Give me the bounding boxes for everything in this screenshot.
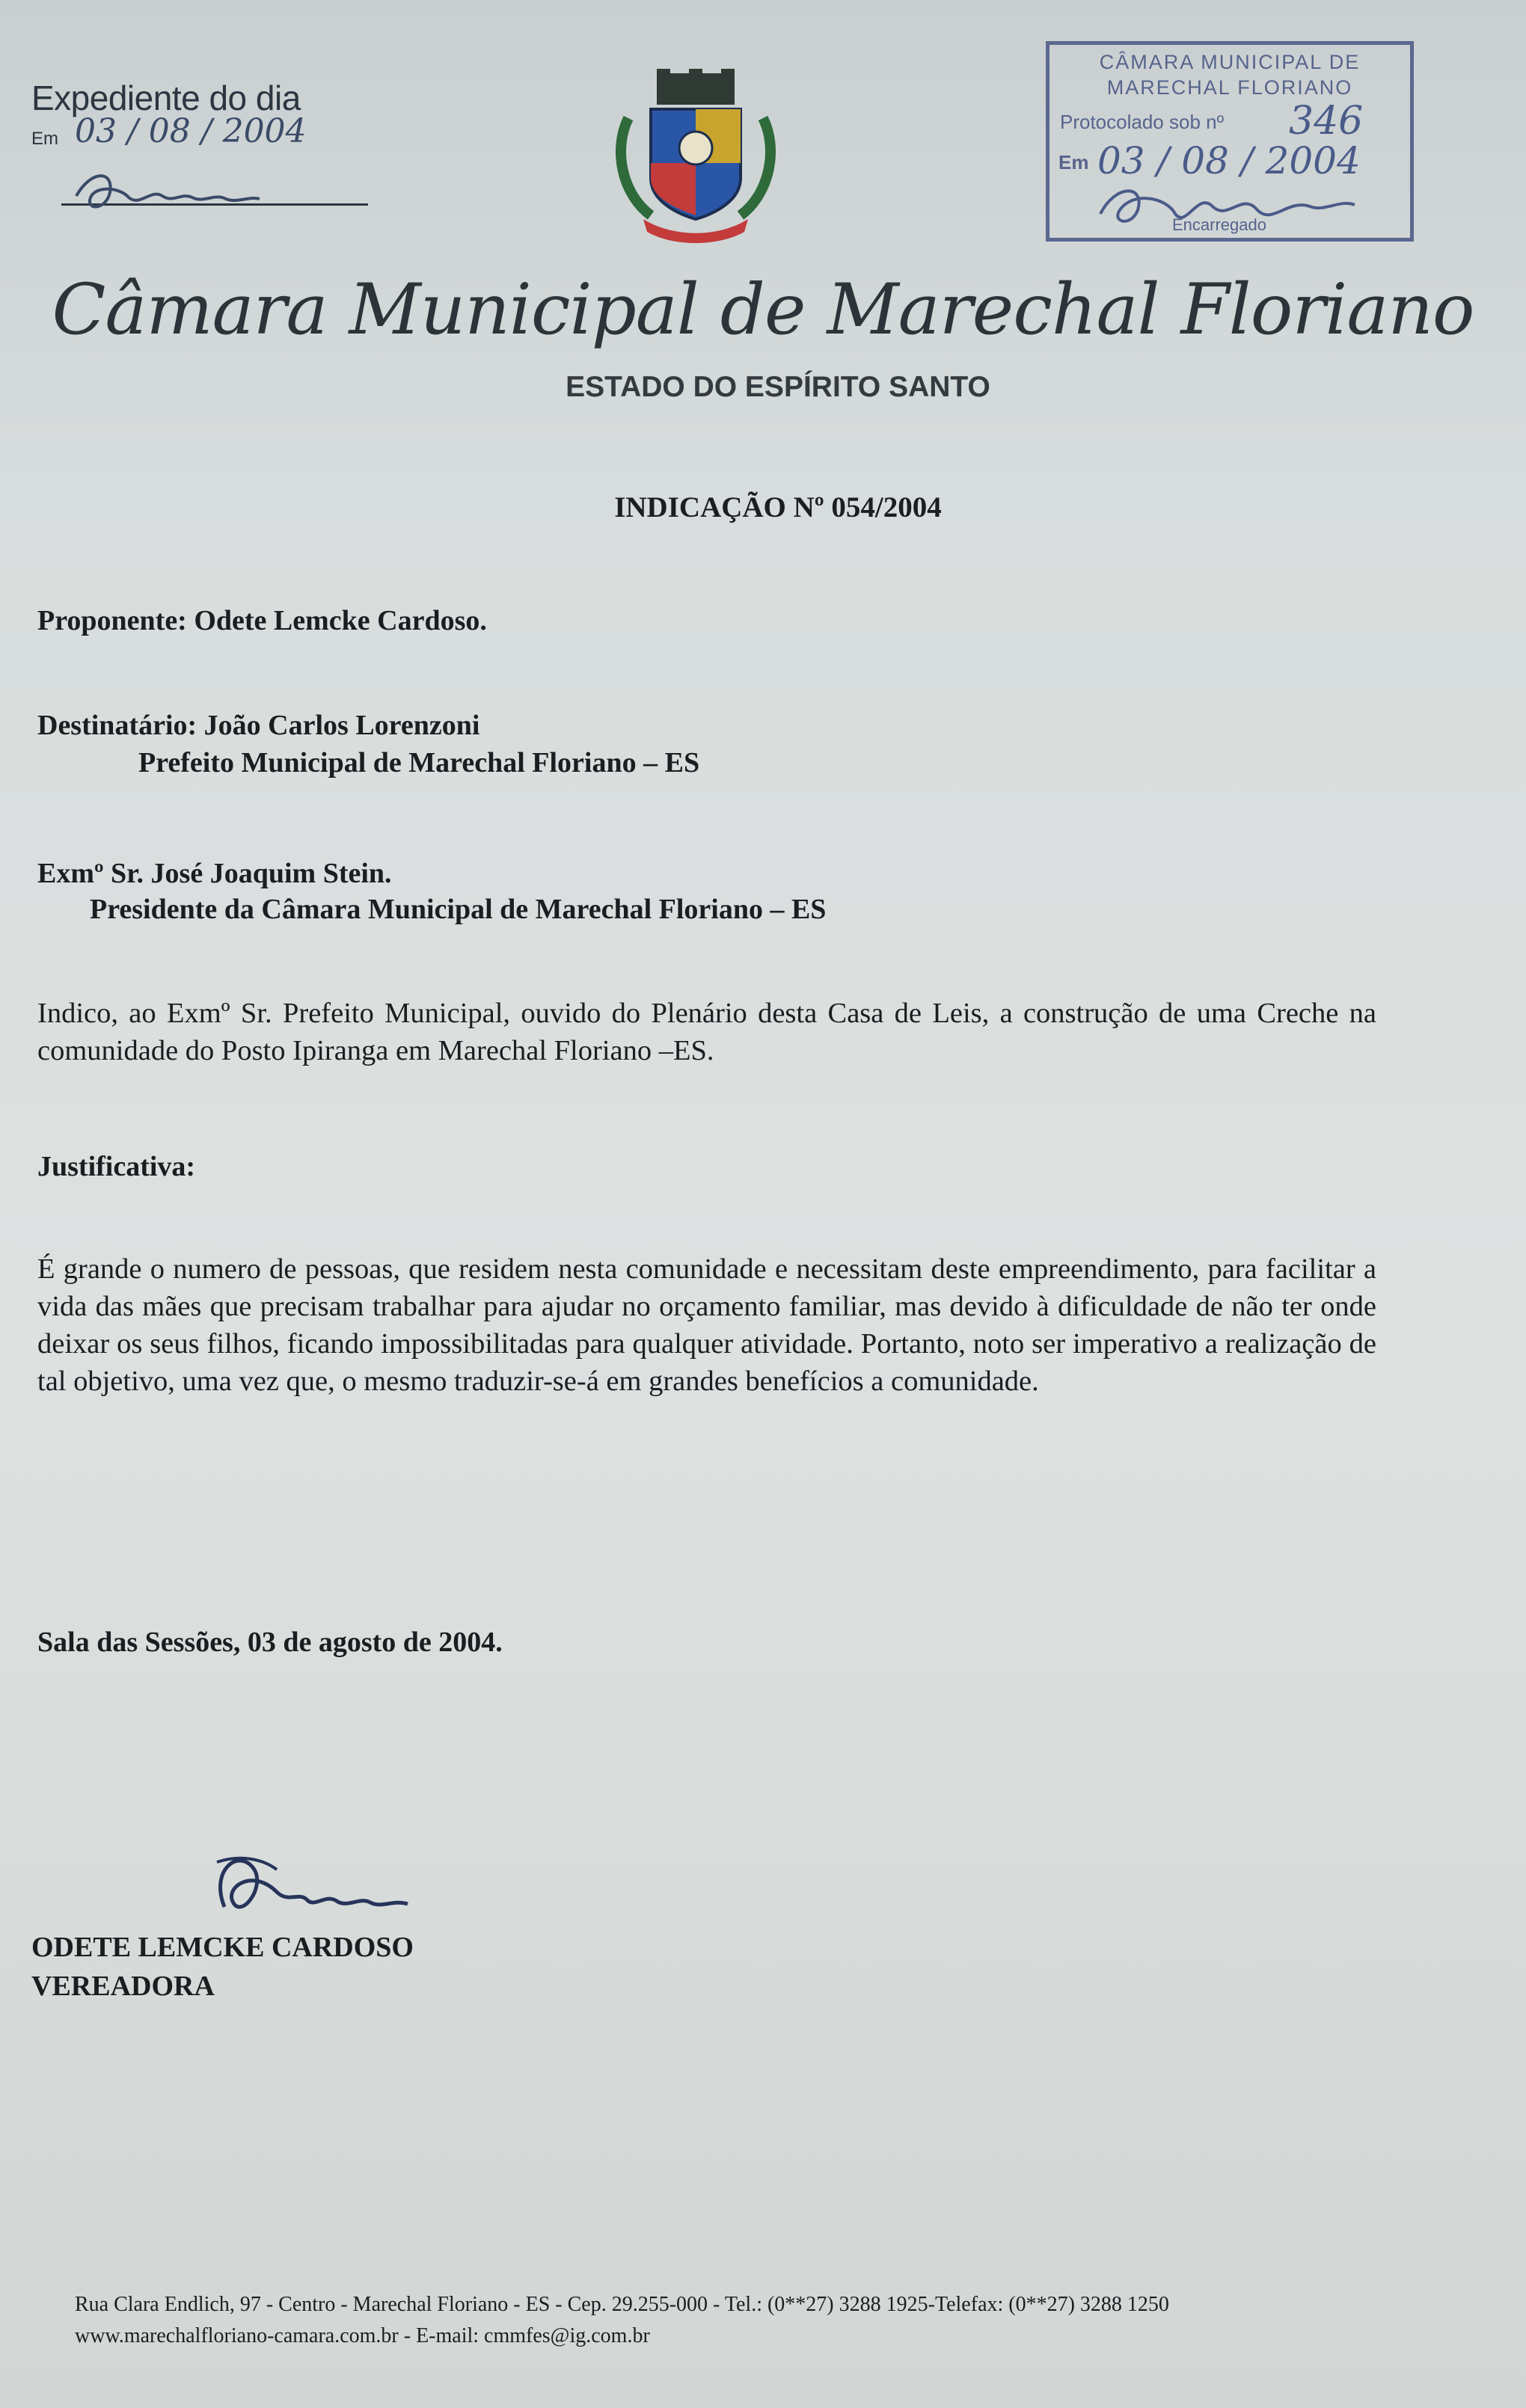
expediente-em-label: Em <box>31 129 58 149</box>
councilor-signature-icon <box>194 1840 419 1944</box>
protocol-number: 346 <box>1289 99 1364 144</box>
proponente-line: Proponente: Odete Lemcke Cardoso. <box>37 605 487 636</box>
indicacao-number: INDICAÇÃO Nº 054/2004 <box>614 491 942 523</box>
expediente-date: 03 / 08 / 2004 <box>75 112 307 150</box>
state-subtitle: ESTADO DO ESPÍRITO SANTO <box>566 371 990 403</box>
footer-address: Rua Clara Endlich, 97 - Centro - Marechal Floriano - ES - Cep. 29.255-000 - Tel.: (0**27) 3288 1925-Telefax: (0**27) 3288 1250 <box>75 2293 1169 2316</box>
indico-paragraph: Indico, ao Exmº Sr. Prefeito Municipal, ouvido do Plenário desta Casa de Leis, a construção de uma Creche na comunidade do Posto Ipiranga em Marechal Floriano –ES. <box>37 998 1376 1066</box>
protocol-em-label: Em <box>1058 151 1089 173</box>
page-title: Câmara Municipal de Marechal Floriano <box>52 269 1474 351</box>
exm-line1-text: Exmº Sr. José Joaquim Stein. <box>37 858 392 889</box>
protocol-stamp-line1: CÂMARA MUNICIPAL DE <box>1099 51 1361 73</box>
destinatario-line1: Destinatário: João Carlos Lorenzoni <box>37 710 480 741</box>
expediente-signature-icon <box>69 166 263 218</box>
destinatario-line2: Prefeito Municipal de Marechal Floriano – ES <box>138 747 700 778</box>
expediente-stamp-heading: Expediente do dia <box>31 79 301 117</box>
protocol-date: 03 / 08 / 2004 <box>1097 139 1361 182</box>
coat-of-arms-icon <box>598 66 793 253</box>
exm-line1 <box>37 857 392 891</box>
protocol-encarregado-label: Encarregado <box>1172 215 1266 234</box>
footer-web-email: www.marechalfloriano-camara.com.br - E-mail: cmmfes@ig.com.br <box>75 2324 650 2347</box>
justificativa-heading: Justificativa: <box>37 1151 196 1182</box>
protocol-label: Protocolado sob nº <box>1060 111 1225 133</box>
protocol-stamp-line2: MARECHAL FLORIANO <box>1106 76 1353 99</box>
signer-name: ODETE LEMCKE CARDOSO <box>31 1932 414 1963</box>
protocol-stamp <box>1046 41 1414 242</box>
signer-role: VEREADORA <box>31 1971 215 2002</box>
justificativa-paragraph: É grande o numero de pessoas, que residem nesta comunidade e necessitam deste empreendimento, para facilitar a vida das mães que precisam trabalhar para ajudar no orçamento familiar, mas devido à dificuldade de não ter onde deixar os seus filhos, ficando impossibilitadas para qualquer atividade. Portanto, noto ser imperativo a realização de tal objetivo, uma vez que, o mesmo traduzir-se-á em grandes benefícios a comunidade. <box>37 1253 1376 1397</box>
exm-line2: Presidente da Câmara Municipal de Marechal Floriano – ES <box>90 894 827 925</box>
sala-date-line: Sala das Sessões, 03 de agosto de 2004. <box>37 1627 503 1658</box>
